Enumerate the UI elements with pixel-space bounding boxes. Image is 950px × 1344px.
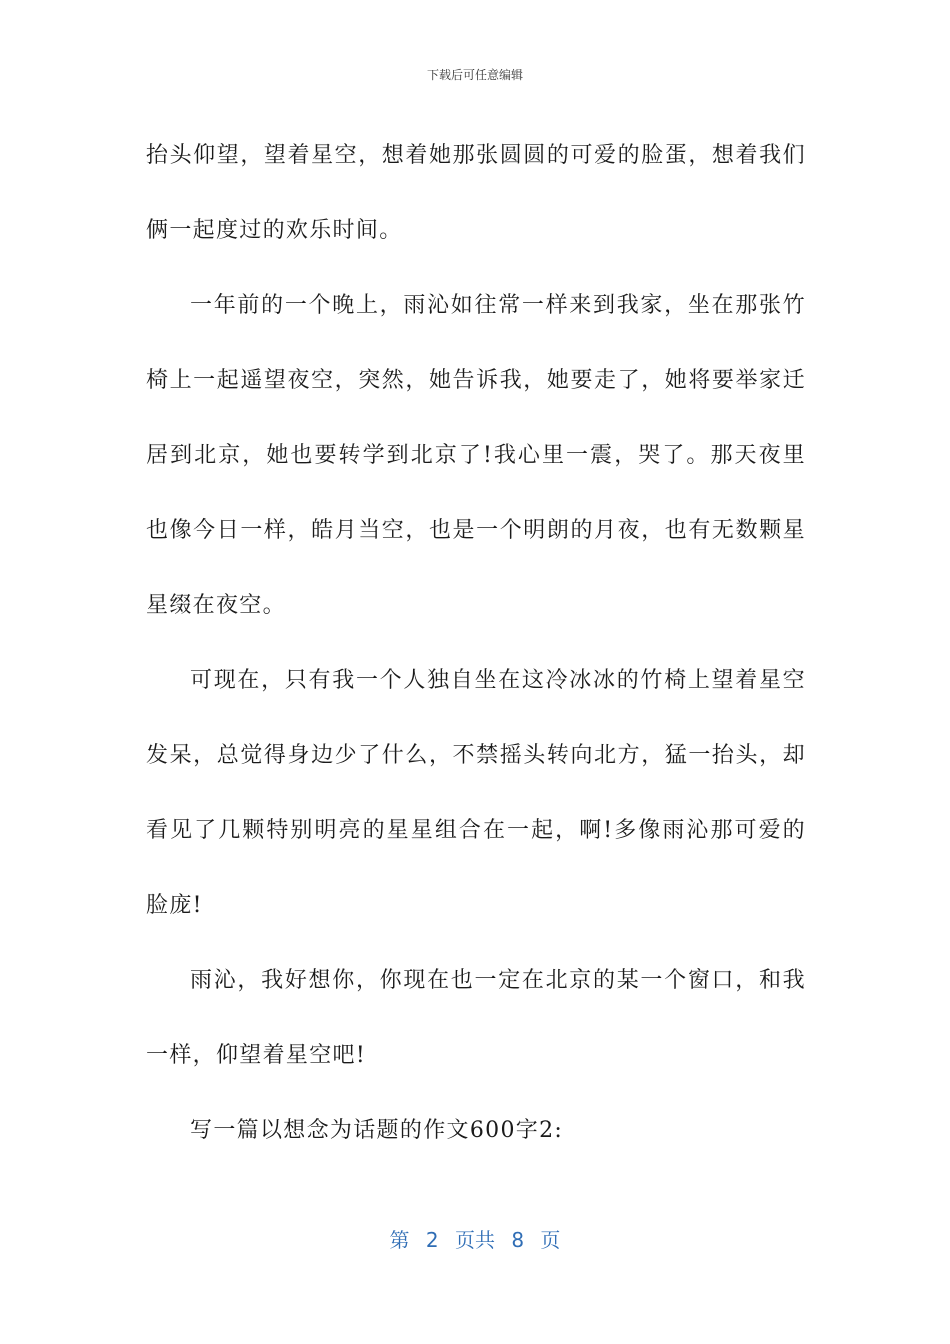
page-number: 第 2 页共 8 页	[389, 1228, 561, 1252]
paragraph-2: 一年前的一个晚上，雨沁如往常一样来到我家，坐在那张竹椅上一起遥望夜空，突然，她告诉我，她要走了，她将要举家迁居到北京，她也要转学到北京了!我心里一震，哭了。那天夜里也像今日一样，皓月当空，也是一个明朗的月夜，也有无数颗星星缀在夜空。	[146, 293, 806, 618]
paragraph-5: 写一篇以想念为话题的作文600字2:	[190, 1118, 564, 1143]
header-note: 下载后可任意编辑	[426, 68, 523, 82]
paragraph-1: 抬头仰望，望着星空，想着她那张圆圆的可爱的脸蛋，想着我们俩一起度过的欢乐时间。	[146, 143, 806, 243]
body-text	[146, 118, 806, 1168]
paragraph-3: 可现在，只有我一个人独自坐在这冷冰冰的竹椅上望着星空发呆，总觉得身边少了什么，不禁摇头转向北方，猛一抬头，却看见了几颗特别明亮的星星组合在一起，啊!多像雨沁那可爱的脸庞!	[146, 668, 806, 918]
paragraph-4: 雨沁，我好想你，你现在也一定在北京的某一个窗口，和我一样，仰望着星空吧!	[146, 968, 806, 1068]
